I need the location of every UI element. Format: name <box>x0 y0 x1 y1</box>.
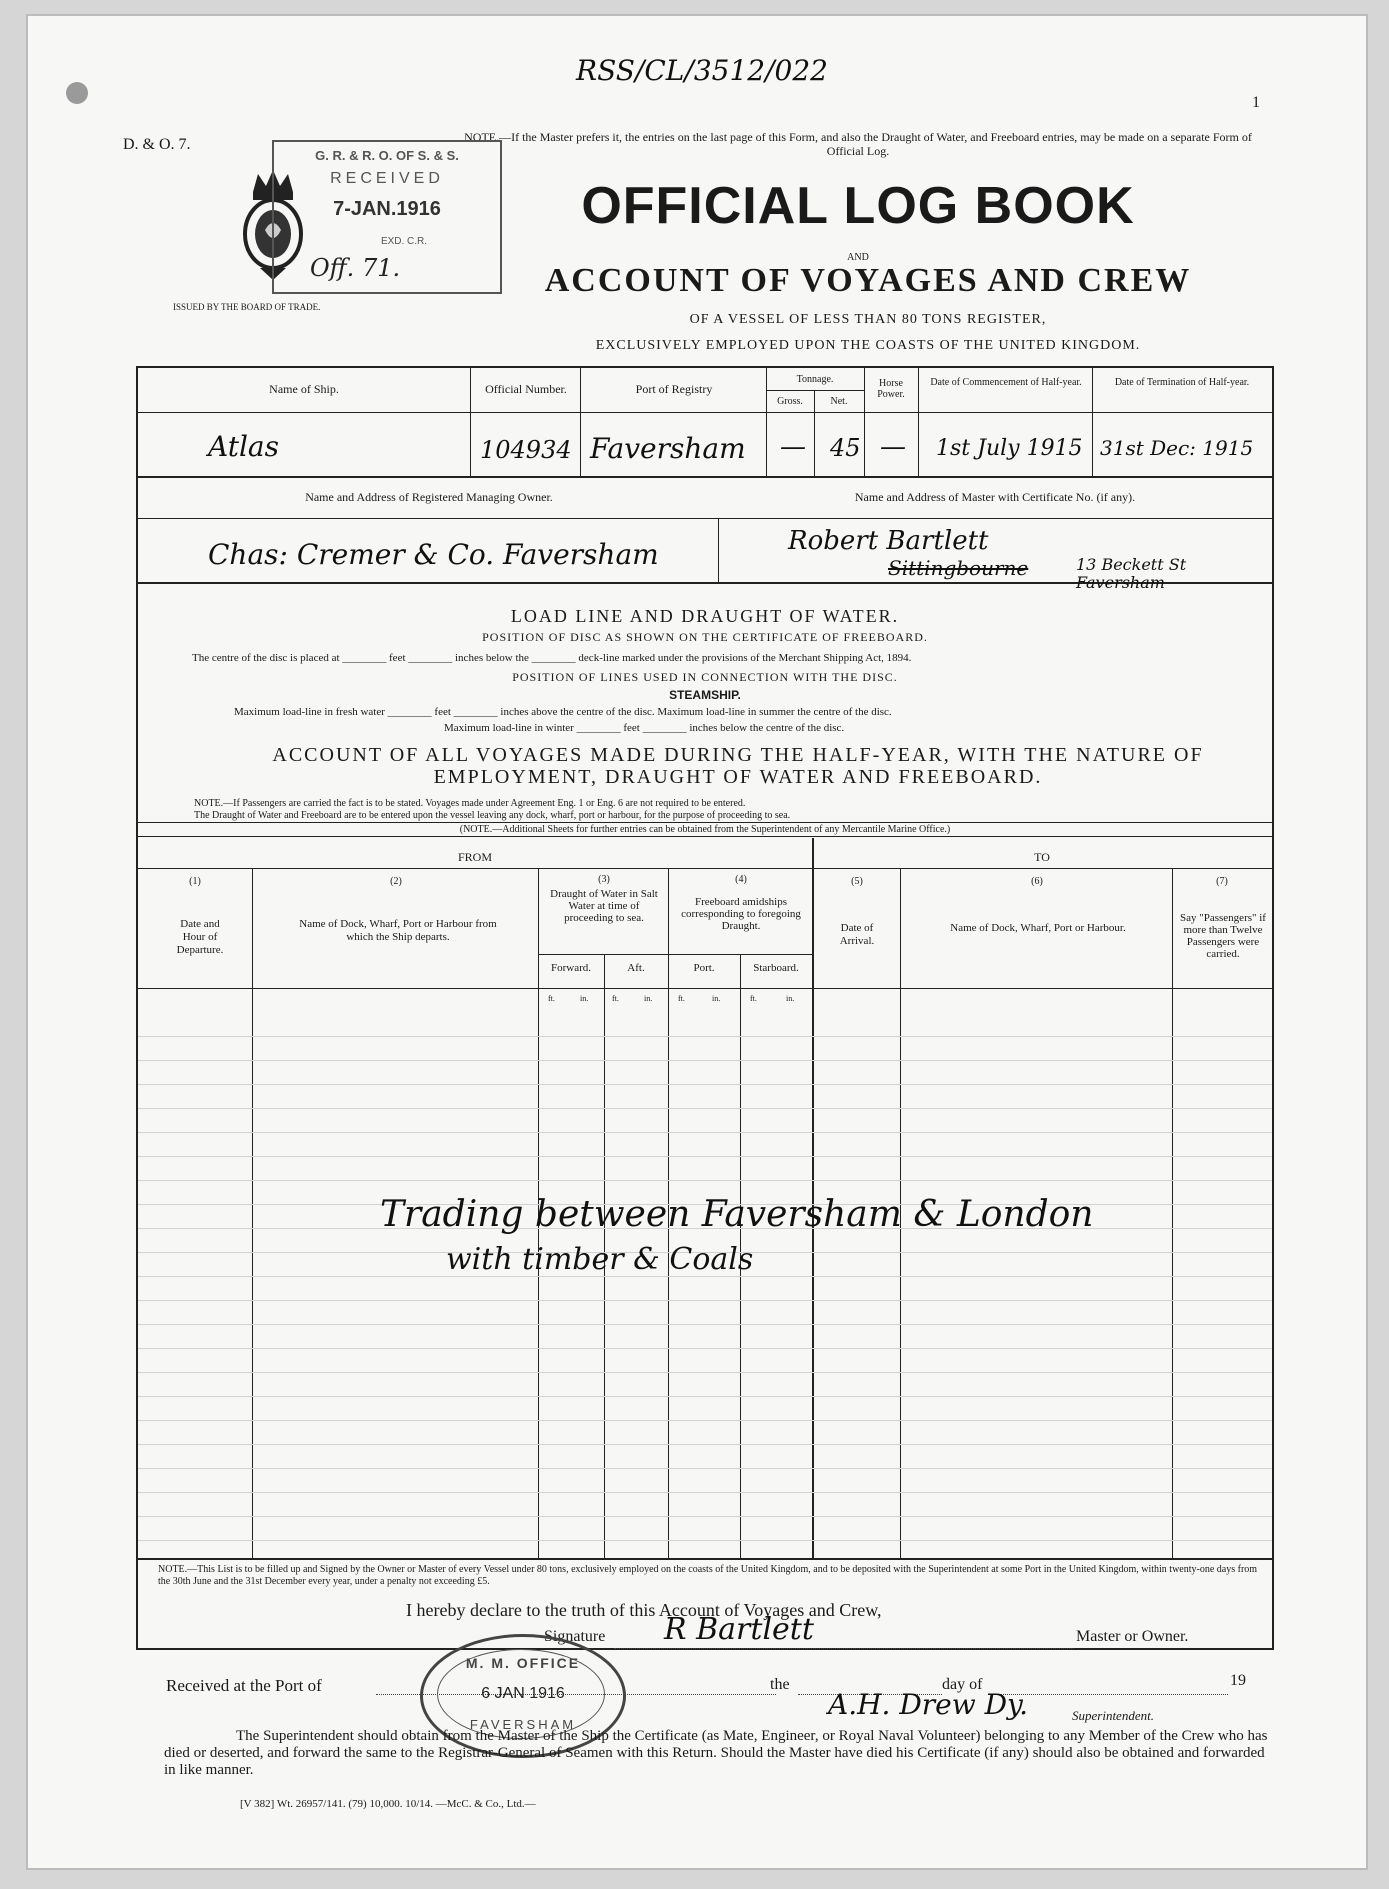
hdr-commencement: Date of Commencement of Half-year. <box>930 377 1082 388</box>
year-prefix: 19 <box>1230 1672 1246 1689</box>
loadline-pos-disc: POSITION OF DISC AS SHOWN ON THE CERTIFICATE OF FREEBOARD. <box>482 630 928 644</box>
subtitle-3: EXCLUSIVELY EMPLOYED UPON THE COASTS OF THE UNITED KINGDOM. <box>595 338 1141 353</box>
punch-hole <box>66 82 88 104</box>
stamp-cols: EXD. C.R. <box>380 236 428 247</box>
col4-label: Freeboard amidships corresponding to foregoing Draught. <box>681 896 801 932</box>
unit-in-4: in. <box>786 994 795 1003</box>
val-commencement: 1st July 1915 <box>936 436 1083 461</box>
sub-aft: Aft. <box>627 962 645 974</box>
loadline-title: LOAD LINE AND DRAUGHT OF WATER. <box>510 606 900 626</box>
table-to-header: TO <box>1034 850 1050 864</box>
hdr-master: Name and Address of Master with Certificate No. (if any). <box>854 490 1136 504</box>
title-and: AND <box>847 252 869 263</box>
col2-num: (2) <box>390 876 402 887</box>
signature-value: R Bartlett <box>664 1612 814 1647</box>
account-title: ACCOUNT OF ALL VOYAGES MADE DURING THE HALF-YEAR, WITH THE NATURE OF EMPLOYMENT, DRAUGHT OF WATER AND FREEBOARD. <box>272 744 1204 788</box>
stamp-date: 7-JAN.1916 <box>333 198 441 220</box>
unit-ft-1: ft. <box>548 994 555 1003</box>
main-title: OFFICIAL LOG BOOK <box>581 177 1135 235</box>
hdr-port: Port of Registry <box>635 382 713 396</box>
note-passengers: NOTE.—If Passengers are carried the fact is to be stated. Voyages made under Agreement Eng. 1 or Eng. 6 are not required to be entered. <box>194 798 746 809</box>
hdr-owner: Name and Address of Registered Managing Owner. <box>305 490 553 504</box>
unit-ft-3: ft. <box>678 994 685 1003</box>
received-label: Received at the Port of <box>166 1676 322 1695</box>
val-horse-power: — <box>880 432 906 462</box>
col7-label: Say "Passengers" if more than Twelve Passengers were carried. <box>1180 912 1266 960</box>
val-master-struck: Sittingbourne <box>888 556 1029 580</box>
master-or-owner: Master or Owner. <box>1076 1628 1189 1645</box>
bottom-paragraph: The Superintendent should obtain from the Master of the Ship the Certificate (as Mate, Engineer, or Royal Naval Volunteer) belonging to any Member of the Crew who has died or deserted, and forward the same to the Registrar-General of Seamen with this Return. Should the Master have died his Certificate (if any) should also be obtained and forwarded in like manner. <box>164 1728 1268 1778</box>
val-ship-name: Atlas <box>208 430 279 463</box>
page-number: 1 <box>1252 94 1260 111</box>
entry-line-2: with timber & Coals <box>446 1242 754 1277</box>
loadline-max-fresh: Maximum load-line in fresh water ________ feet ________ inches above the centre of the disc. Maximum load-line in summer the centre of the disc. <box>234 706 892 718</box>
val-termination: 31st Dec: 1915 <box>1100 436 1254 460</box>
entry-line-1: Trading between Faversham & London <box>380 1194 1094 1235</box>
hdr-horse-power: Horse Power. <box>877 378 905 400</box>
subtitle: ACCOUNT OF VOYAGES AND CREW <box>544 262 1192 299</box>
hdr-termination: Date of Termination of Half-year. <box>1114 377 1250 388</box>
issued-by: ISSUED BY THE BOARD OF TRADE. <box>173 302 321 312</box>
note-sheets: (NOTE.—Additional Sheets for further entries can be obtained from the Superintendent of any Mercantile Marine Office.) <box>459 824 951 835</box>
table-from-header: FROM <box>457 850 492 864</box>
col3-label: Draught of Water in Salt Water at time of proceeding to sea. <box>550 888 658 924</box>
val-official-number: 104934 <box>480 436 572 464</box>
val-port: Faversham <box>590 432 746 465</box>
col4-num: (4) <box>735 874 747 885</box>
col7-num: (7) <box>1216 876 1228 887</box>
loadline-steamship: STEAMSHIP. <box>669 688 741 702</box>
val-master-address: 13 Beckett St Faversham <box>1076 555 1187 592</box>
reference-number: RSS/CL/3512/022 <box>576 54 828 87</box>
col5-label: Date of Arrival. <box>839 922 875 947</box>
document-page <box>28 16 1366 1868</box>
col3-num: (3) <box>598 874 610 885</box>
the-label: the <box>770 1676 790 1693</box>
col1-label: Date and Hour of Departure. <box>176 918 224 956</box>
form-code: D. & O. 7. <box>123 136 191 153</box>
sub-port: Port. <box>693 962 715 974</box>
stamp-line2: RECEIVED <box>330 170 444 187</box>
col6-label: Name of Dock, Wharf, Port or Harbour. <box>950 922 1126 934</box>
note-top: NOTE.—If the Master prefers it, the entries on the last page of this Form, and also the Draught of Water, and Freeboard entries, may be made on a separate Form of Official Log. <box>464 130 1252 158</box>
note-draught: The Draught of Water and Freeboard are to be entered upon the vessel leaving any dock, wharf, port or harbour, for the purpose of proceeding to sea. <box>194 810 791 821</box>
hdr-net: Net. <box>830 396 848 407</box>
ruled-area <box>138 1016 1272 1556</box>
printer-line: [V 382] Wt. 26957/141. (79) 10,000. 10/14. —McC. & Co., Ltd.— <box>240 1798 536 1810</box>
stamp-line1: G. R. & R. O. OF S. & S. <box>315 148 459 163</box>
hdr-official-number: Official Number. <box>485 382 567 396</box>
unit-in-1: in. <box>580 994 589 1003</box>
sub-starboard: Starboard. <box>753 962 799 974</box>
superintendent-label: Superintendent. <box>1072 1708 1154 1723</box>
hdr-tonnage: Tonnage. <box>796 374 834 385</box>
mm-stamp-date: 6 JAN 1916 <box>481 1685 565 1702</box>
superintendent-signature: A.H. Drew Dy. <box>828 1688 1029 1721</box>
col1-num: (1) <box>189 876 201 887</box>
loadline-pos-lines: POSITION OF LINES USED IN CONNECTION WITH THE DISC. <box>512 670 898 684</box>
hdr-ship-name: Name of Ship. <box>269 382 339 396</box>
declaration: I hereby declare to the truth of this Account of Voyages and Crew, <box>406 1600 882 1620</box>
day-of-label: day of <box>942 1676 983 1693</box>
loadline-max-winter: Maximum load-line in winter ________ feet ________ inches below the centre of the disc. <box>444 722 845 734</box>
col2-label: Name of Dock, Wharf, Port or Harbour from which the Ship departs. <box>299 918 497 943</box>
val-net: 45 <box>830 434 861 462</box>
subtitle-2: OF A VESSEL OF LESS THAN 80 TONS REGISTER, <box>689 312 1047 327</box>
stamp-handwritten: Off. 71. <box>310 254 401 282</box>
sub-forward: Forward. <box>550 962 592 974</box>
unit-in-2: in. <box>644 994 653 1003</box>
note-bottom: NOTE.—This List is to be filled up and Signed by the Owner or Master of every Vessel under 80 tons, exclusively employed on the coasts of the United Kingdom, and to be deposited with the Superintendent at some Port in the United Kingdom, within twenty-one days from the 30th June and the 31st December every year, under a penalty not exceeding £5. <box>158 1564 1258 1587</box>
mm-stamp-top: M. M. OFFICE <box>465 1655 581 1671</box>
col5-num: (5) <box>851 876 863 887</box>
col6-num: (6) <box>1031 876 1043 887</box>
signature-label: Signature <box>544 1628 606 1645</box>
loadline-centre: The centre of the disc is placed at ________ feet ________ inches below the ________ deck-line marked under the provisions of the Merchant Shipping Act, 1894. <box>192 652 912 664</box>
unit-in-3: in. <box>712 994 721 1003</box>
hdr-gross: Gross. <box>777 396 803 407</box>
val-owner: Chas: Cremer & Co. Faversham <box>208 538 659 571</box>
val-master: Robert Bartlett <box>788 526 989 556</box>
val-gross: — <box>780 432 806 462</box>
unit-ft-4: ft. <box>750 994 757 1003</box>
mm-stamp-bottom: FAVERSHAM <box>469 1717 577 1732</box>
unit-ft-2: ft. <box>612 994 619 1003</box>
